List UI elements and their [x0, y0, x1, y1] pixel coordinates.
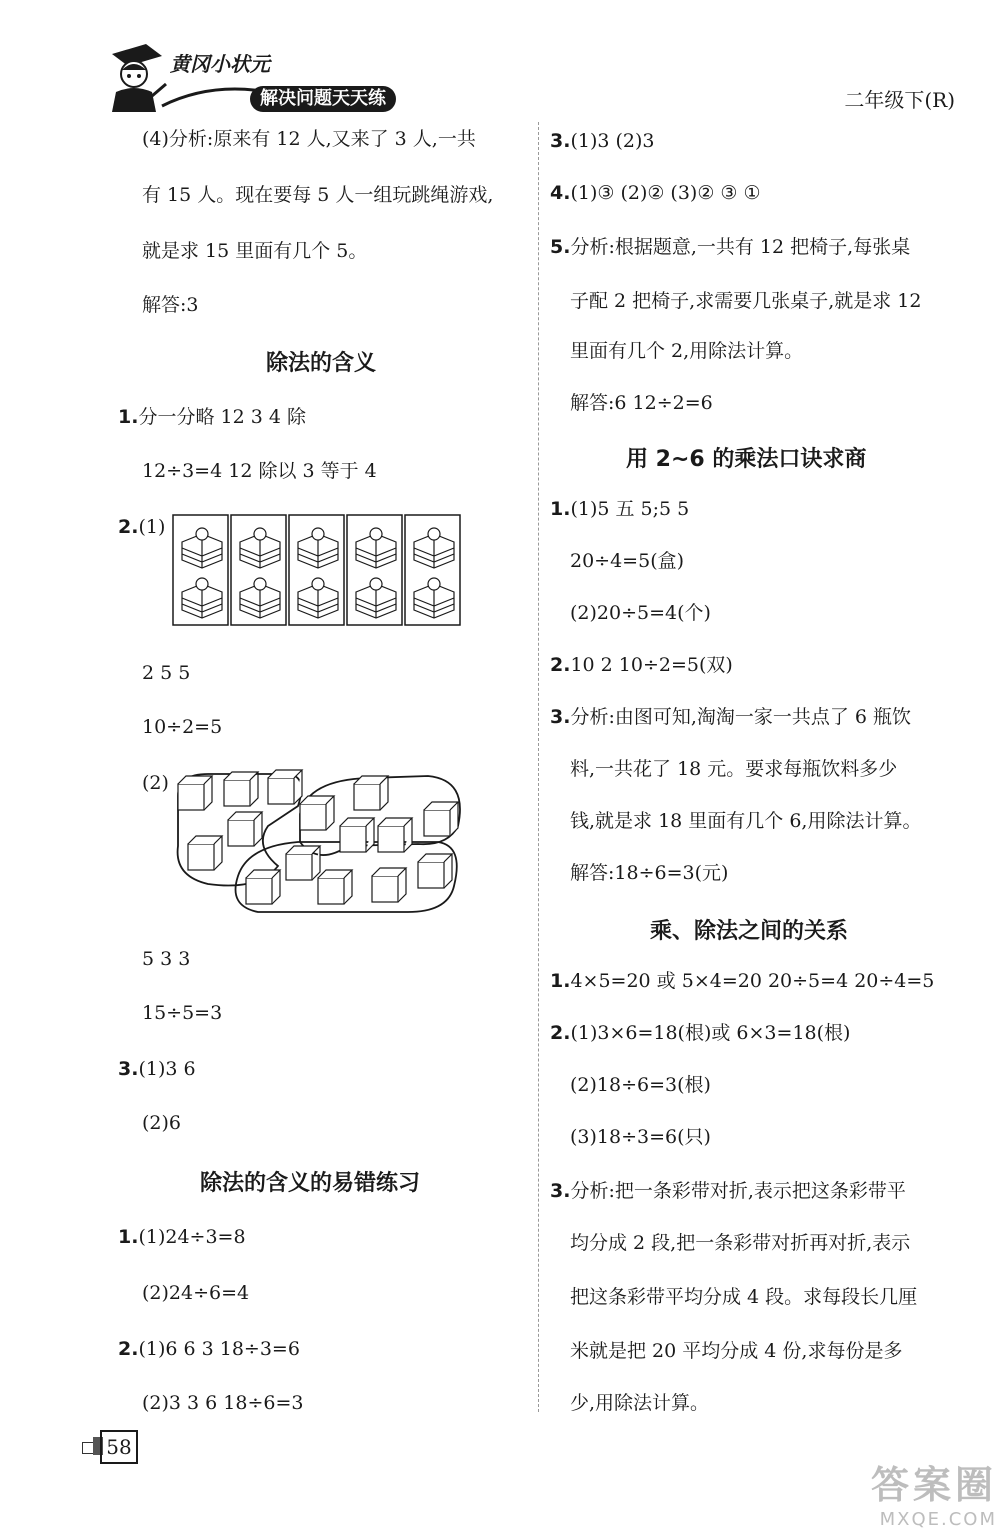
section-title-multiplication-table-quotient: 用 2~6 的乘法口诀求商	[626, 447, 867, 472]
r-s4-q3-number: 3.	[550, 1180, 571, 1202]
r-s4-q1	[550, 968, 934, 994]
r-s3-q1-line-2: 20÷4=5(盒)	[570, 550, 685, 572]
r-s3-q3-line-1: 分析:由图可知,淘淘一家一共点了 6 瓶饮	[570, 706, 912, 728]
r-s4-q3-line-3: 把这条彩带平均分成 4 段。求每段长几厘	[570, 1286, 918, 1308]
grade-label: 二年级下(R)	[844, 88, 955, 112]
r-s4-q2-line-2: (2)18÷6=3(根)	[570, 1074, 711, 1096]
s1-q2-number: 2.	[118, 516, 139, 538]
s1-q2	[118, 514, 165, 540]
r-s3-q1-number: 1.	[550, 498, 571, 520]
r-s3-q1-line-3: (2)20÷5=4(个)	[570, 602, 711, 624]
s1-q2-answer-2: 10÷2=5	[142, 716, 223, 738]
r-s3-q2	[550, 652, 733, 678]
r-s4-q1-text: 4×5=20 或 5×4=20 20÷5=4 20÷4=5	[570, 970, 935, 992]
r-q4-text: (1)③ (2)② (3)② ③ ①	[570, 182, 761, 204]
section-title-division-meaning: 除法的含义	[266, 351, 377, 376]
header-logo	[100, 40, 430, 115]
watermark-url: MXQE.COM	[879, 1509, 997, 1530]
s1-q1-line-2: 12÷3=4 12 除以 3 等于 4	[142, 460, 377, 482]
r-s3-q3	[550, 704, 911, 730]
r-q5-number: 5.	[550, 236, 571, 258]
s1-q3-number: 3.	[118, 1058, 139, 1080]
s1-q2-part2: (2)	[142, 772, 169, 794]
r-s4-q3	[550, 1178, 906, 1204]
s1-q1-text: 分一分略 12 3 4 除	[138, 406, 306, 428]
s2-q1-text: (1)24÷3=8	[138, 1226, 246, 1248]
r-q4	[550, 180, 761, 206]
r-s3-q1-text: (1)5 五 5;5 5	[570, 498, 690, 520]
r-q5-line-3: 里面有几个 2,用除法计算。	[570, 340, 804, 362]
intro-line-1: (4)分析:原来有 12 人,又来了 3 人,一共	[142, 128, 476, 150]
r-s4-q2-text: (1)3×6=18(根)或 6×3=18(根)	[570, 1022, 851, 1044]
r-s4-q1-number: 1.	[550, 970, 571, 992]
cube-groups-figure	[168, 766, 468, 916]
s1-q3	[118, 1056, 196, 1082]
s1-q2-answer-3: 5 3 3	[142, 948, 191, 970]
s2-q1	[118, 1224, 246, 1250]
intro-line-2: 有 15 人。现在要每 5 人一组玩跳绳游戏,	[142, 184, 494, 206]
r-q5-answer: 解答:6 12÷2=6	[570, 392, 713, 414]
r-s4-q2-number: 2.	[550, 1022, 571, 1044]
r-s4-q2-line-3: (3)18÷3=6(只)	[570, 1126, 711, 1148]
intro-answer: 解答:3	[142, 294, 199, 316]
s1-q3-line-2: (2)6	[142, 1112, 182, 1134]
r-s4-q3-line-5: 少,用除法计算。	[570, 1392, 710, 1414]
r-s4-q3-line-1: 分析:把一条彩带对折,表示把这条彩带平	[570, 1180, 906, 1202]
r-s4-q2	[550, 1020, 850, 1046]
r-s4-q3-line-4: 米就是把 20 平均分成 4 份,求每份是多	[570, 1340, 903, 1362]
s2-q1-line-2: (2)24÷6=4	[142, 1282, 250, 1304]
s1-q2-part1: (1)	[138, 516, 166, 538]
r-q5-line-1: 分析:根据题意,一共有 12 把椅子,每张桌	[570, 236, 911, 258]
r-s3-q1	[550, 496, 689, 522]
s2-q2	[118, 1336, 300, 1362]
s2-q2-line-2: (2)3 3 6 18÷6=3	[142, 1392, 304, 1414]
r-s3-q3-line-2: 料,一共花了 18 元。要求每瓶饮料多少	[570, 758, 898, 780]
s2-q2-text: (1)6 6 3 18÷3=6	[138, 1338, 300, 1360]
s1-q3-text: (1)3 6	[138, 1058, 196, 1080]
r-s3-q3-answer: 解答:18÷6=3(元)	[570, 862, 729, 884]
intro-line-3: 就是求 15 里面有几个 5。	[142, 240, 368, 262]
r-q5-line-2: 子配 2 把椅子,求需要几张桌子,就是求 12	[570, 290, 922, 312]
r-q3-text: (1)3 (2)3	[570, 130, 655, 152]
s1-q1	[118, 404, 306, 430]
s1-q2-answer-1: 2 5 5	[142, 662, 191, 684]
r-q4-number: 4.	[550, 182, 571, 204]
r-q3-number: 3.	[550, 130, 571, 152]
brand-text: 黄冈小状元	[170, 52, 270, 76]
section-title-common-mistakes: 除法的含义的易错练习	[200, 1171, 421, 1196]
watermark-logo-text: 答案圈	[870, 1463, 997, 1507]
s1-q2-answer-4: 15÷5=3	[142, 1002, 223, 1024]
section-title-multiplication-division-relationship: 乘、除法之间的关系	[650, 919, 849, 944]
cake-groups-figure	[172, 514, 462, 628]
r-s3-q2-number: 2.	[550, 654, 571, 676]
r-s3-q3-line-3: 钱,就是求 18 里面有几个 6,用除法计算。	[570, 810, 922, 832]
header-banner: 解决问题天天练	[250, 86, 396, 112]
r-s3-q3-number: 3.	[550, 706, 571, 728]
column-divider	[538, 122, 539, 1412]
watermark	[871, 1454, 997, 1530]
r-s4-q3-line-2: 均分成 2 段,把一条彩带对折再对折,表示	[570, 1232, 911, 1254]
s2-q1-number: 1.	[118, 1226, 139, 1248]
r-s3-q2-text: 10 2 10÷2=5(双)	[570, 654, 733, 676]
s1-q1-number: 1.	[118, 406, 139, 428]
page-number: 58	[100, 1430, 138, 1464]
r-q5	[550, 234, 910, 260]
s2-q2-number: 2.	[118, 1338, 139, 1360]
r-q3	[550, 128, 655, 154]
